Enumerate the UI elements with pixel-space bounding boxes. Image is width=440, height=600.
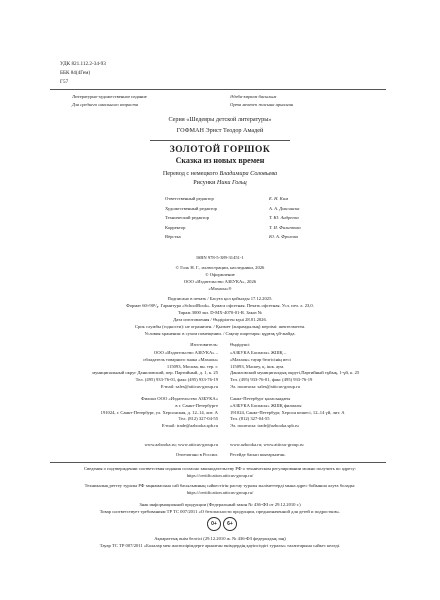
maker_kz-line: Эл. поштасы: sales@atticus-group.ru	[230, 384, 300, 389]
illustrator-name: Ники Гольц	[216, 179, 247, 186]
cert-rule	[50, 462, 386, 463]
bbk-code: ББК 84(4Гем)	[60, 70, 91, 76]
age-group-kz: Орта мектеп жасына арналған	[230, 102, 294, 107]
genre-kz: Әдеби-көркем басылым	[230, 94, 277, 99]
trademark: «Махаон»®	[208, 286, 232, 291]
author-mark: Г57	[60, 79, 69, 85]
print-info-3: Тираж 3000 экз. D-MX-4070-01-R. Заказ №	[177, 310, 263, 315]
copyright-3: ООО «Издательство АЗБУКА», 2026	[183, 279, 257, 284]
printed-in-ru: Отпечатано в России.	[175, 452, 218, 457]
staff-role: Корректор	[165, 224, 186, 230]
branch_kz-line: Санкт-Петербург қаласындағы	[230, 396, 291, 401]
cert-ru-url[interactable]: https://certification.atticus-group.ru/	[186, 473, 254, 478]
print-info-4: Дата изготовления / Өндірілген күні 28.01.2026.	[173, 317, 267, 322]
branch_ru-line: E-mail: trade@azbooka.spb.ru	[161, 423, 218, 429]
maker_ru-line: обладатель товарного знака «Махаон»	[143, 356, 218, 362]
staff-name: Е. Н. Ким	[269, 196, 288, 201]
maker_kz-line: Тел. (495) 933-76-01, факс (495) 933-76-19	[230, 377, 313, 383]
branch_ru-line: Филиал ООО «Издательство АЗБУКА»	[140, 396, 218, 401]
isbn: ISBN 978-5-389-31451-1	[196, 255, 244, 260]
translation-prefix: Перевод с немецкого	[162, 170, 218, 177]
age-rating-badge	[207, 517, 221, 531]
branch_kz-line: Тел. (812) 327-04-55	[230, 416, 270, 422]
genre-ru: Литературно-художественное издание	[72, 94, 147, 99]
series-rule	[150, 140, 290, 141]
author-name: ГОФМАН Эрнст Теодор Амадей	[176, 127, 264, 134]
staff-name: А. А. Доксинска	[269, 205, 300, 211]
translation-line	[0, 171, 440, 177]
print-info-6: Условия хранения: в сухом помещении. / Сақтау шарттары: құрғақ үй-жайда.	[144, 331, 296, 336]
branch_ru-line: в г. Санкт-Петербурге	[175, 402, 218, 408]
branch_ru-line: Тел. (812) 327-04-55	[178, 416, 218, 422]
cert-kz-url[interactable]: https://certification.atticus-group.ru/	[186, 490, 254, 495]
maker_kz-line: 115093, Мәскеу, қ. ішк. аум.	[230, 363, 285, 369]
maker_kz-line: «Махаон» тауар белгісінің иесі	[230, 356, 291, 362]
age-group-ru: Для среднего школьного возраста	[72, 102, 139, 107]
maker_kz-line: «АЗБУКА Баспасы» ЖШҚ –	[230, 350, 287, 355]
maker_ru-line: муниципальный округ Даниловский, пер. Партийный, д. 1, к. 25	[92, 370, 218, 376]
staff-role: Технический редактор	[165, 215, 209, 221]
maker_ru-line: ООО «Издательство АЗБУКА» –	[153, 350, 218, 355]
age-rating-label-2: 6+	[227, 521, 233, 527]
maker-heading-ru: Изготовитель:	[190, 342, 218, 347]
website-ru[interactable]: www.azbooka.ru; www.atticus-group.ru	[144, 442, 218, 447]
copyright-1: © Голь Н. Г., иллюстрации, наследники, 2026	[175, 265, 265, 270]
staff-name: Т. И. Филиппова	[269, 224, 301, 230]
website-kz[interactable]: www.azbooka.ru; www.atticus-group.ru	[230, 442, 304, 447]
branch_ru-line: 191024, г. Санкт-Петербург, ул. Херсонская, д. 12–14, лит. А	[100, 409, 218, 415]
cert-kz: Техникалық реттеу туралы РФ заңнамасына сай басылымның сәйкестігін растау туралы мәліметтерді мына адрес бойынша алуға болады:	[84, 483, 356, 488]
branch_kz-line: 191024, Санкт-Петербург, Херсон көшесі, 12–14 үй, лит. А	[230, 409, 345, 415]
staff-role: Вёрстка	[165, 234, 181, 240]
book-title: ЗОЛОТОЙ ГОРШОК	[169, 145, 271, 155]
copyright-2: © Оформление	[205, 272, 235, 277]
maker_ru-line: 115093, Москва, вн. тер. г.	[166, 363, 218, 369]
series-title: Серия «Шедевры детской литературы»	[168, 116, 272, 123]
branch_kz-line: Эл. поштасы: trade@azbooka.spb.ru	[230, 423, 299, 429]
staff-name: Ю. А. Фролова	[269, 234, 298, 240]
illustrations-line	[0, 180, 440, 186]
print-info-2: Формат 60×90¹/₈. Гарнитура «SchoolBook». Бумага офсетная. Печать офсетная. Усл. печ. л. 23,0.	[126, 303, 314, 308]
print-info-1: Подписано в печать / Басуға қол қойылды 17.12.2025.	[167, 296, 273, 301]
branch_kz-line: «АЗБУКА Баспасы» ЖШҚ филиалы	[230, 402, 302, 408]
staff-name: Т. Ю. Андреева	[269, 215, 299, 221]
age-rating-badge-2	[223, 517, 237, 531]
staff-role: Ответственный редактор	[165, 196, 214, 201]
law-kz-1: Ақпараттық өнім белгісі (29.12.2010 ж. № 436-ФЗ федералдық заң)	[154, 536, 286, 541]
age-rating-label: 0+	[211, 521, 217, 527]
law-ru-1: Знак информационной продукции (Федеральный закон № 436-ФЗ от 29.12.2010 г.)	[139, 502, 301, 507]
law-kz-2: Тауар ТС ТР 007/2011 «Балалар мен жасөспірімдерге арналған өнімдердің қауіпсіздігі туралы» талаптарына сәйкес келеді.	[99, 543, 341, 548]
udk-code: УДК 821.112.2-34-93	[60, 61, 106, 67]
maker_kz-line: Даниловский муниципалдық округі,Партийный тұйық, 1-үй, к. 25	[230, 370, 360, 376]
print-info-5: Срок службы (годности): не ограничен. / Қызмет (жарамдылық) мерзімі: шектелмеген.	[134, 324, 306, 329]
maker-heading-kz: Өндіруші:	[230, 342, 251, 347]
translator-name: Владимира Соловьева	[219, 170, 278, 177]
book-subtitle: Сказка из новых времен	[175, 156, 265, 165]
cert-ru: Сведения о подтверждении соответствия издания согласно законодательству РФ о техническом регулировании можно получить по адресу:	[83, 466, 357, 471]
top-rule	[50, 89, 386, 90]
maker_ru-line: E-mail: sales@atticus-group.ru	[160, 384, 218, 389]
law-ru-2: Товар соответствует требованиям ТР ТС 007/2011 «О безопасности продукции, предназначенной для детей и подростков».	[99, 509, 341, 514]
illustrations-prefix: Рисунки	[193, 179, 216, 186]
staff-role: Художественный редактор	[165, 205, 217, 211]
maker_ru-line: Тел. (495) 933-76-01, факс (495) 933-76-19	[135, 377, 218, 383]
printed-in-kz: Ресейде басып шығарылған.	[230, 452, 286, 457]
